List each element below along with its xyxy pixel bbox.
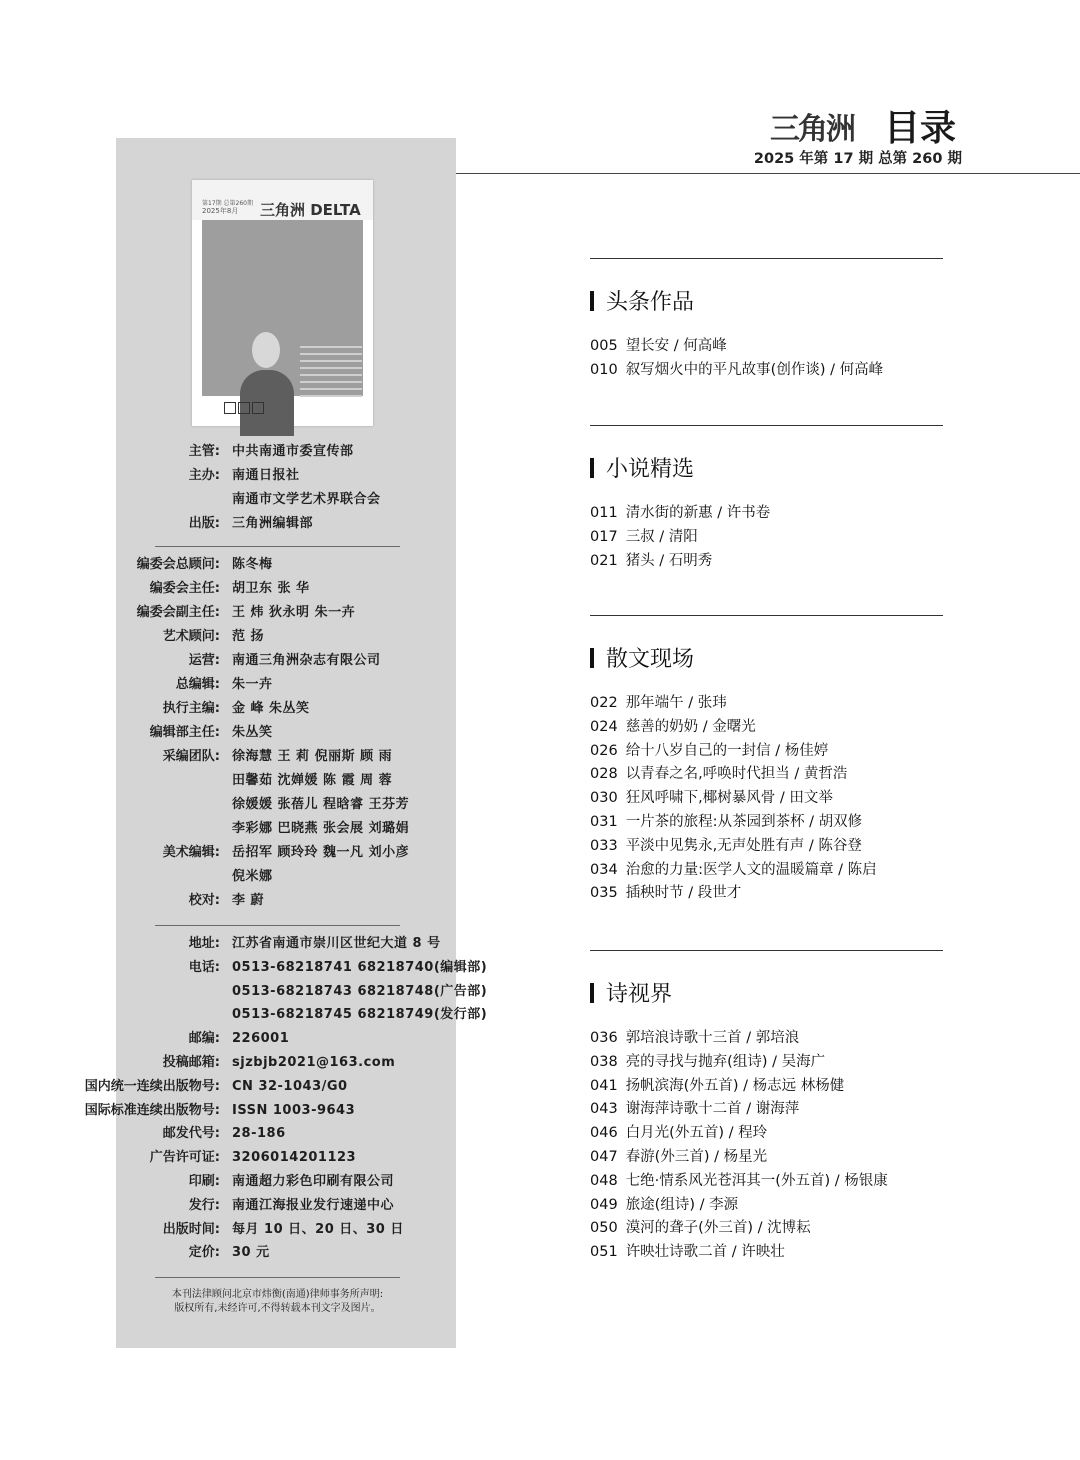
toc-page-number: 031 xyxy=(590,814,618,830)
masthead-value: 每月 10 日、20 日、30 日 xyxy=(232,1221,404,1237)
toc-page-number: 030 xyxy=(590,790,618,807)
toc-entry-title: 白月光(外五首) / 程玲 xyxy=(625,1125,768,1142)
section-title xyxy=(590,285,694,316)
masthead-value: CN 32-1043/G0 xyxy=(232,1078,348,1094)
toc-entry[interactable] xyxy=(590,694,727,712)
masthead-value: 中共南通市委宣传部 xyxy=(232,444,354,459)
masthead-value: 徐海慧 王 莉 倪丽斯 顾 雨 xyxy=(232,749,393,764)
section-title-text: 散文现场 xyxy=(606,647,695,672)
masthead-label: 发行: xyxy=(188,1197,220,1213)
section-divider xyxy=(590,950,943,951)
masthead-label: 美术编辑: xyxy=(162,845,220,860)
masthead-label: 出版: xyxy=(188,516,220,531)
masthead-label: 编辑部主任: xyxy=(149,725,220,740)
section-bar-icon xyxy=(590,458,594,478)
cover-logo: 三角洲 DELTA xyxy=(260,201,361,219)
toc-entry[interactable] xyxy=(590,1172,888,1190)
toc-entry[interactable] xyxy=(590,1053,825,1071)
masthead-label: 出版时间: xyxy=(162,1221,220,1237)
toc-entry-title: 叙写烟火中的平凡故事(创作谈) / 何高峰 xyxy=(625,361,884,378)
masthead-label: 运营: xyxy=(188,653,220,668)
toc-entry[interactable] xyxy=(590,1100,799,1118)
toc-entry[interactable] xyxy=(590,1148,767,1166)
qr-code-icon xyxy=(238,402,250,414)
masthead-value: 陈冬梅 xyxy=(232,557,273,572)
masthead-value: 胡卫东 张 华 xyxy=(232,581,310,596)
masthead-value: 徐媛媛 张蓓儿 程晗睿 王芬芳 xyxy=(232,797,410,812)
toc-entry-title: 亮的寻找与抛弃(组诗) / 吴海广 xyxy=(625,1053,826,1070)
toc-page-number: 047 xyxy=(590,1149,618,1165)
masthead-label: 执行主编: xyxy=(162,701,220,716)
toc-entry[interactable] xyxy=(590,1219,811,1237)
barcode-icon xyxy=(252,402,264,414)
masthead-value: 南通三角洲杂志有限公司 xyxy=(232,653,381,668)
masthead-label: 校对: xyxy=(188,893,220,908)
masthead-value: 李彩娜 巴晓燕 张会展 刘璐娟 xyxy=(232,821,410,836)
section-divider xyxy=(590,615,943,616)
toc-entry-title: 给十八岁自己的一封信 / 杨佳婷 xyxy=(625,742,829,759)
cover-issue-line: 第17期 总第260期 xyxy=(202,200,253,207)
section-divider xyxy=(590,425,943,426)
toc-entry[interactable] xyxy=(590,361,883,379)
masthead-label: 邮编: xyxy=(188,1031,220,1047)
section-bar-icon xyxy=(590,983,594,1003)
toc-entry[interactable] xyxy=(590,813,862,831)
toc-entry[interactable] xyxy=(590,861,877,879)
cover-photo xyxy=(202,220,363,396)
masthead-value: 倪米娜 xyxy=(232,869,273,884)
cover-thumbnail[interactable] xyxy=(192,180,373,426)
masthead-value: 田馨茹 沈婵媛 陈 霞 周 蓉 xyxy=(232,773,393,788)
toc-page-number: 010 xyxy=(590,361,618,378)
toc-entry[interactable] xyxy=(590,1077,844,1095)
masthead-label: 主管: xyxy=(188,444,220,459)
toc-entry-title: 狂风呼啸下,椰树暴风骨 / 田文举 xyxy=(625,790,833,807)
masthead-divider xyxy=(155,925,400,926)
masthead-value: 朱丛笑 xyxy=(232,725,273,740)
masthead-value: 南通日报社 xyxy=(232,468,300,483)
portrait-head xyxy=(252,332,280,368)
toc-entry[interactable] xyxy=(590,552,712,570)
masthead-label: 电话: xyxy=(188,959,220,975)
toc-entry[interactable] xyxy=(590,1196,738,1214)
masthead-value: 226001 xyxy=(232,1031,290,1047)
section-bar-icon xyxy=(590,291,594,311)
section-bar-icon xyxy=(590,648,594,668)
masthead-divider xyxy=(155,546,400,547)
cover-date-line: 2025年8月 xyxy=(202,207,239,215)
masthead-divider xyxy=(155,1277,400,1278)
masthead-value: 金 峰 朱丛笑 xyxy=(232,701,310,716)
masthead-value: 王 炜 狄永明 朱一卉 xyxy=(232,605,356,620)
toc-page-number: 036 xyxy=(590,1030,618,1046)
toc-page-number: 017 xyxy=(590,528,618,545)
toc-entry[interactable] xyxy=(590,1243,785,1261)
masthead-label: 广告许可证: xyxy=(149,1150,220,1166)
toc-entry-title: 那年端午 / 张玮 xyxy=(625,695,727,711)
masthead-value: 岳招军 顾玲玲 魏一凡 刘小彦 xyxy=(232,845,410,860)
toc-entry-title: 清水街的新惠 / 许书卷 xyxy=(625,505,771,521)
toc-page-number: 035 xyxy=(590,885,618,902)
toc-page-number: 051 xyxy=(590,1244,618,1261)
section-title xyxy=(590,977,672,1008)
toc-page-number: 033 xyxy=(590,837,618,854)
toc-entry-title: 七绝·情系风光苍洱其一(外五首) / 杨银康 xyxy=(625,1172,888,1189)
toc-entry[interactable] xyxy=(590,718,756,736)
toc-page-number: 046 xyxy=(590,1125,618,1142)
masthead-label: 投稿邮箱: xyxy=(162,1055,220,1070)
masthead-value: 南通超力彩色印刷有限公司 xyxy=(232,1174,395,1189)
masthead-label: 总编辑: xyxy=(175,677,220,692)
masthead-value: 3206014201123 xyxy=(232,1150,357,1166)
masthead-label: 主办: xyxy=(188,468,220,483)
masthead-value: 三角洲编辑部 xyxy=(232,516,314,531)
masthead-value: 28-186 xyxy=(232,1126,286,1142)
toc-entry[interactable] xyxy=(590,1124,767,1142)
masthead-value: 李 蔚 xyxy=(232,893,265,908)
masthead-label: 艺术顾问: xyxy=(162,629,220,644)
masthead-label: 编委会主任: xyxy=(149,581,220,596)
magazine-logo: 三角洲 xyxy=(770,112,854,147)
masthead-value: 江苏省南通市崇川区世纪大道 8 号 xyxy=(232,936,441,951)
legal-notice-line: 版权所有,未经许可,不得转载本刊文字及图片。 xyxy=(174,1303,381,1314)
toc-entry-title: 猪头 / 石明秀 xyxy=(625,552,713,569)
toc-entry-title: 谢海萍诗歌十二首 / 谢海萍 xyxy=(625,1101,800,1118)
toc-entry[interactable] xyxy=(590,742,828,760)
toc-entry-title: 望长安 / 何高峰 xyxy=(625,338,727,354)
toc-entry-title: 扬帆滨海(外五首) / 杨志远 林杨健 xyxy=(625,1077,845,1094)
masthead-label: 国际标准连续出版物号: xyxy=(84,1102,220,1118)
toc-entry[interactable] xyxy=(590,837,862,855)
toc-page-number: 021 xyxy=(590,552,618,569)
toc-page-number: 043 xyxy=(590,1101,618,1118)
masthead-value: sjzbjb2021@163.com xyxy=(232,1055,396,1070)
masthead-value: ISSN 1003-9643 xyxy=(232,1102,356,1118)
toc-entry-title: 许映壮诗歌二首 / 许映壮 xyxy=(625,1244,785,1261)
toc-entry-title: 一片茶的旅程:从茶园到茶杯 / 胡双修 xyxy=(625,814,863,830)
masthead-value: 30 元 xyxy=(232,1245,270,1261)
toc-page-number: 024 xyxy=(590,718,618,735)
toc-page-number: 050 xyxy=(590,1220,618,1237)
masthead-value: 南通市文学艺术界联合会 xyxy=(232,492,381,507)
toc-entry-title: 旅途(组诗) / 李源 xyxy=(625,1196,739,1213)
toc-page-number: 026 xyxy=(590,742,618,759)
toc-entry-title: 郭培浪诗歌十三首 / 郭培浪 xyxy=(625,1030,800,1046)
masthead-value: 0513-68218745 68218749(发行部) xyxy=(232,1007,488,1023)
masthead-label: 编委会总顾问: xyxy=(136,557,220,572)
section-title xyxy=(590,452,694,483)
masthead-value: 范 扬 xyxy=(232,629,265,644)
section-title-text: 小说精选 xyxy=(606,457,695,482)
toc-page-number: 022 xyxy=(590,695,618,711)
toc-page-number: 048 xyxy=(590,1172,618,1189)
masthead-value: 南通江海报业发行速递中心 xyxy=(232,1197,395,1213)
toc-entry-title: 治愈的力量:医学人文的温暖篇章 / 陈启 xyxy=(625,861,877,878)
toc-entry-title: 平淡中见隽永,无声处胜有声 / 陈谷登 xyxy=(625,837,862,854)
toc-entry[interactable] xyxy=(590,765,847,783)
toc-entry[interactable] xyxy=(590,789,833,807)
masthead-label: 定价: xyxy=(188,1245,220,1261)
toc-page-number: 049 xyxy=(590,1196,618,1213)
legal-notice-line: 本刊法律顾问北京市炜衡(南通)律师事务所声明: xyxy=(171,1289,384,1300)
toc-page-number: 011 xyxy=(590,505,618,521)
cover-text-lines xyxy=(300,346,362,402)
toc-page-number: 005 xyxy=(590,338,618,354)
toc-entry[interactable] xyxy=(590,337,727,355)
masthead-label: 邮发代号: xyxy=(162,1126,220,1142)
toc-page-number: 041 xyxy=(590,1077,618,1094)
section-title-text: 诗视界 xyxy=(606,982,673,1007)
page-title: 目录 xyxy=(884,107,957,149)
toc-entry-title: 三叔 / 清阳 xyxy=(625,528,698,545)
section-title-text: 头条作品 xyxy=(606,290,695,315)
toc-entry-title: 插秧时节 / 段世才 xyxy=(625,885,742,902)
toc-page-number: 028 xyxy=(590,766,618,783)
masthead-label: 采编团队: xyxy=(162,749,220,764)
masthead-label: 国内统一连续出版物号: xyxy=(84,1078,220,1094)
header-divider xyxy=(455,173,1080,174)
masthead-value: 0513-68218741 68218740(编辑部) xyxy=(232,959,488,975)
toc-entry-title: 漠河的聋子(外三首) / 沈博耘 xyxy=(625,1220,811,1237)
toc-entry[interactable] xyxy=(590,528,698,546)
toc-entry[interactable] xyxy=(590,1029,799,1047)
section-divider xyxy=(590,258,943,259)
toc-entry-title: 春游(外三首) / 杨星光 xyxy=(625,1149,768,1165)
toc-page-number: 038 xyxy=(590,1053,618,1070)
issue-number: 2025 年第 17 期 总第 260 期 xyxy=(753,151,962,167)
masthead-value: 朱一卉 xyxy=(232,677,273,692)
masthead-label: 编委会副主任: xyxy=(136,605,220,620)
toc-entry-title: 以青春之名,呼唤时代担当 / 黄哲浩 xyxy=(625,766,848,783)
toc-entry[interactable] xyxy=(590,504,770,522)
masthead-label: 地址: xyxy=(188,936,220,951)
toc-page-number: 034 xyxy=(590,861,618,878)
section-title xyxy=(590,642,694,673)
qr-code-icon xyxy=(224,402,236,414)
masthead-label: 印刷: xyxy=(188,1174,220,1189)
toc-entry-title: 慈善的奶奶 / 金曙光 xyxy=(625,718,756,735)
toc-entry[interactable] xyxy=(590,884,741,902)
masthead-value: 0513-68218743 68218748(广告部) xyxy=(232,983,488,999)
